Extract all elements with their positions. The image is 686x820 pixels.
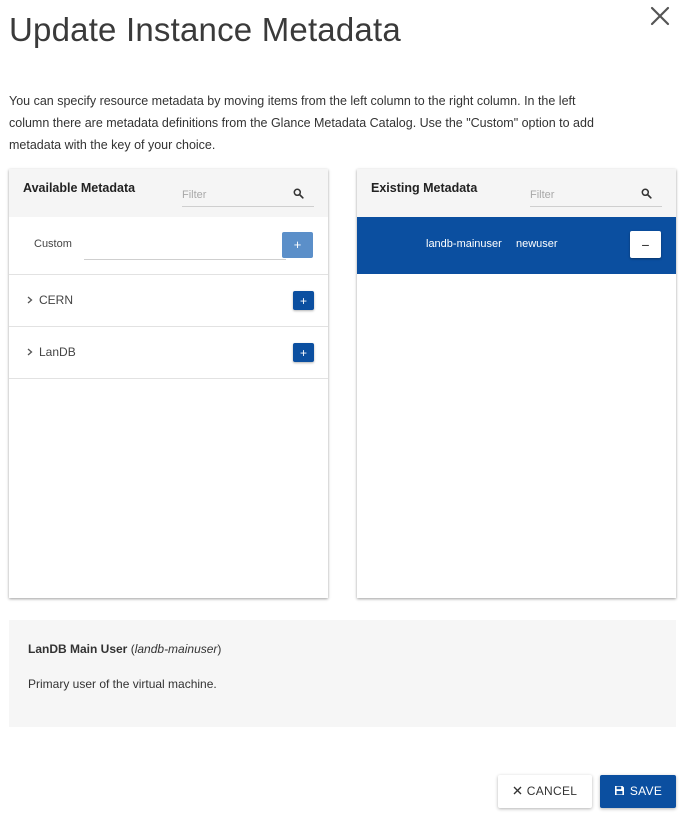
available-metadata-panel (9, 169, 328, 598)
modal-description: You can specify resource metadata by moving items from the left column to the right column. In the left column there are metadata definitions from the Glance Metadata Catalog. Use the "Custom" option to add metadata with the key of your choice. (9, 94, 594, 152)
category-label: CERN (39, 293, 74, 307)
chevron-right-icon[interactable] (26, 347, 34, 357)
available-filter-input[interactable] (182, 182, 282, 206)
close-icon (646, 3, 674, 31)
custom-add-button[interactable]: + (282, 232, 313, 258)
floppy-disk-icon (614, 785, 625, 796)
search-icon (641, 188, 652, 199)
custom-metadata-row (9, 217, 328, 275)
existing-metadata-title: Existing Metadata (371, 181, 478, 195)
category-row-cern[interactable] (9, 275, 328, 327)
category-row-landb[interactable] (9, 327, 328, 379)
close-button[interactable] (646, 3, 674, 31)
info-title (28, 642, 221, 656)
save-button[interactable] (600, 775, 676, 808)
modal-title: Update Instance Metadata (9, 11, 401, 48)
available-metadata-title: Available Metadata (23, 181, 136, 195)
info-description: Primary user of the virtual machine. (28, 677, 217, 691)
existing-item-landb-mainuser[interactable] (357, 217, 676, 274)
existing-metadata-header (357, 169, 676, 217)
existing-item-key: landb-mainuser (426, 238, 502, 250)
info-paren-close: ) (217, 642, 222, 656)
add-landb-button[interactable]: + (293, 343, 314, 362)
close-icon (513, 786, 522, 795)
info-key: landb-mainuser (134, 642, 218, 656)
custom-key-input[interactable] (84, 231, 286, 260)
custom-label: Custom (34, 238, 72, 250)
cancel-label: CANCEL (526, 784, 578, 798)
metadata-info-box (9, 620, 676, 727)
chevron-right-icon[interactable] (26, 295, 34, 305)
info-name: LanDB Main User (28, 642, 128, 656)
available-filter (182, 182, 314, 207)
existing-filter-input[interactable] (530, 182, 630, 206)
existing-metadata-panel (357, 169, 676, 598)
existing-filter (530, 182, 662, 207)
cancel-button[interactable] (498, 775, 592, 808)
search-icon (293, 188, 304, 199)
existing-item-value[interactable]: newuser (516, 238, 558, 250)
available-metadata-header (9, 169, 328, 217)
category-label: LanDB (39, 345, 76, 359)
save-label: SAVE (629, 784, 663, 798)
remove-item-button[interactable]: − (630, 231, 661, 258)
add-cern-button[interactable]: + (293, 291, 314, 310)
info-paren-open: ( (127, 642, 135, 656)
